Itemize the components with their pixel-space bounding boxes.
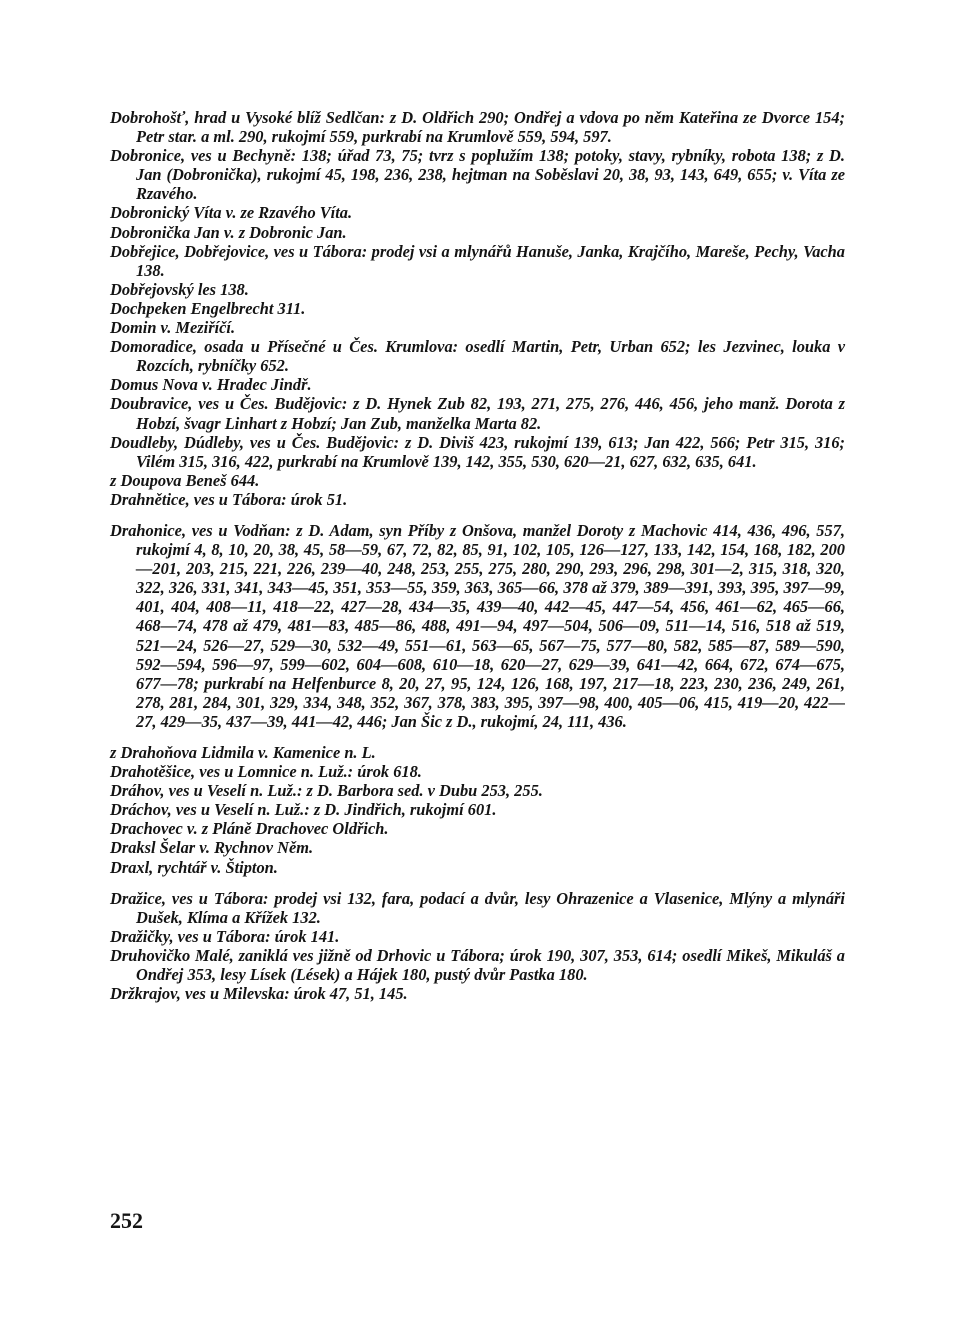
index-entry xyxy=(110,762,845,781)
entry-text: 138. xyxy=(216,279,249,299)
entry-text: , ves u Čes. Budějovic: z D. Hynek Zub 82, 193, 271, 275, 276, 446, 456, jeho manž. Dorota z Hobzí, švagr Linhart z Hobzí; Jan Zub, manželka Marta 82. xyxy=(136,394,845,433)
entry-text: , ves u Vodňan: z D. Adam, syn Příby z Onšova, manžel Doroty z Machovic 414, 436, 496, 557, rukojmí 4, 8, 10, 20, 38, 45, 58—59, 67, 72, 82, 85, 91, 102, 105, 126—127, 133, 142, 154, 168, 182, 200—201, 203, 215, 221, 226, 239—40, 248, 253, 255, 275, 280, 290, 293, 296, 298, 301—2, 315, 318, 320, 322, 326, 331, 341, 343—45, 351, 353—55, 359, 363, 365—66, 378 až 379, 389—391, 393, 395, 397—99, 401, 404, 408—11, 418—22, 427—28, 434—35, 439—40, 442—45, 447—54, 456, 461—62, 465—66, 468—74, 478 až 479, 481—83, 485—86, 488, 491—94, 497—504, 506—09, 511—14, 516, 518 až 519, 521—24, 526—27, 529—30, 532—49, 551—61, 563—65, 567—75, 577—80, 582, 585—87, 589—590, 592—594, 596—97, 599—602, 604—608, 610—18, 620—27, 629—39, 641—42, 664, 672, 674—675, 677—78; purkrabí na Helfenburce 8, 20, 27, 95, 124, 126, 168, 197, 217—18, 223, 230, 236, 249, 261, 278, 281, 284, 301, 329, 334, 348, 352, 367, 378, 383, 395, 397—98, 400, 405—06, 415, 419—20, 422—27, 429—35, 437—39, 441—42, 446; Jan Šic z D., rukojmí, 24, 111, 436. xyxy=(136,520,845,731)
entry-text: v. Kamenice n. L. xyxy=(253,743,376,762)
index-entry xyxy=(110,203,845,222)
index-page xyxy=(110,108,845,1003)
index-entry xyxy=(110,299,845,318)
entry-text: , hrad u Vysoké blíž Sedlčan: z D. Oldřich 290; Ondřej a vdova po něm Kateřina ze Dvorce 154; Petr star. a ml. 290, rukojmí 559, purkrabí na Krumlově 559, 594, 597. xyxy=(136,108,845,147)
entry-headword: Dobřejovský les xyxy=(110,279,217,299)
entry-headword: Domoradice xyxy=(110,337,193,357)
entry-text: v. Hradec Jindř. xyxy=(197,375,312,395)
index-entry xyxy=(110,280,845,299)
index-entry xyxy=(110,927,845,946)
index-entry xyxy=(110,800,845,819)
entry-text: , rychtář v. Štipton. xyxy=(149,857,278,877)
index-entry xyxy=(110,337,845,375)
index-entry xyxy=(110,889,845,927)
entry-headword: Dráhov xyxy=(110,781,161,801)
index-entry xyxy=(110,223,845,242)
index-entry xyxy=(110,242,845,280)
index-entry xyxy=(110,146,845,203)
index-entry xyxy=(110,318,845,337)
entry-headword: Dobronička Jan xyxy=(110,222,220,242)
index-entry xyxy=(110,858,845,877)
entry-headword: Dobronický Víta xyxy=(110,203,222,223)
entry-text: , ves u Bechyně: 138; úřad 73, 75; tvrz s poplužím 138; potoky, stavy, rybníky, robota 138; z D. Jan (Dobronička), rukojmí 45, 198, 236, 238, hejtman na Soběslavi 20, 38, 93, 143, 649, 655; v. Víta ze Rzavého. xyxy=(136,146,845,204)
page-number: 252 xyxy=(110,1208,143,1233)
entry-text: 644. xyxy=(226,470,260,490)
entry-headword: z Drahoňova Lidmila xyxy=(110,743,254,762)
entry-text: , ves u Tábora: prodej vsi 132, fara, podací a dvůr, lesy Ohrazenice a Vlasenice, Mlýny a mlynáři Dušek, Klíma a Křížek 132. xyxy=(136,888,845,927)
entry-text: , ves u Čes. Budějovic: z D. Diviš 423, rukojmí 139, 613; Jan 422, 566; Petr 315, 316; Vilém 315, 316, 422, purkrabí na Krumlově 139, 142, 355, 530, 620—21, 627, 632, 635, 641. xyxy=(136,432,845,471)
index-entry xyxy=(110,984,845,1003)
entry-headword: Dražičky xyxy=(110,926,170,946)
entry-headword: Dobřejice, Dobřejovice xyxy=(110,241,266,261)
entry-text: , osada u Přísečné u Čes. Krumlova: osedlí Martin, Petr, Urban 652; les Jezvinec, louka v Rozcích, rybníčky 652. xyxy=(136,337,845,376)
index-entry xyxy=(110,946,845,984)
entry-headword: Drahnětice xyxy=(110,489,186,509)
entry-headword: Dochpeken Engelbrecht xyxy=(110,298,274,318)
entry-headword: Dražice xyxy=(110,888,162,908)
index-entry xyxy=(110,433,845,471)
index-entry xyxy=(110,521,845,731)
entry-text: v. ze Rzavého Víta. xyxy=(221,203,353,223)
entry-headword: Doubravice xyxy=(110,394,189,414)
index-entry xyxy=(110,108,845,146)
entry-headword: Drachovec xyxy=(110,819,183,839)
entry-headword: Draksl Šelar xyxy=(110,838,196,858)
entry-text: , ves u Veselí n. Luž.: z D. Barbora sed. v Dubu 253, 255. xyxy=(160,781,543,801)
entry-headword: Držkrajov xyxy=(110,984,177,1004)
entry-text: v. Rychnov Něm. xyxy=(195,838,314,858)
entry-headword: Drahotěšice xyxy=(110,762,192,782)
entry-headword: Druhovičko Malé xyxy=(110,945,230,965)
entry-headword: Domin xyxy=(110,318,157,338)
entry-text: , ves u Tábora: prodej vsi a mlynářů Hanuše, Janka, Krajčího, Mareše, Pechy, Vacha 138. xyxy=(136,241,845,280)
entry-headword: Dobrohošť xyxy=(110,108,186,127)
entry-text: , ves u Lomnice n. Luž.: úrok 618. xyxy=(191,762,422,782)
index-entry xyxy=(110,394,845,432)
entry-headword: Dráchov xyxy=(110,800,168,820)
entry-headword: Domus Nova xyxy=(110,375,198,395)
entry-headword: Drahonice xyxy=(110,520,182,540)
entry-headword: z Doupova Beneš xyxy=(110,470,227,490)
entry-text: v. z Dobronic Jan. xyxy=(219,222,347,242)
entry-text: v. z Pláně Drachovec Oldřich. xyxy=(182,819,389,839)
entry-headword: Doudleby, Dúdleby xyxy=(110,432,240,452)
index-entry xyxy=(110,743,845,762)
entry-headword: Dobronice xyxy=(110,146,182,166)
index-entry xyxy=(110,819,845,838)
entry-text: 311. xyxy=(273,298,306,318)
entry-text: , ves u Tábora: úrok 141. xyxy=(169,926,340,946)
index-entry xyxy=(110,490,845,509)
entry-text: , ves u Veselí n. Luž.: z D. Jindřich, rukojmí 601. xyxy=(167,800,497,820)
index-entry xyxy=(110,838,845,857)
index-entry xyxy=(110,375,845,394)
entry-text: , ves u Tábora: úrok 51. xyxy=(185,489,348,509)
index-entry xyxy=(110,471,845,490)
entry-text: v. Meziříčí. xyxy=(156,318,236,338)
index-entry xyxy=(110,781,845,800)
entry-text: , ves u Milevska: úrok 47, 51, 145. xyxy=(176,984,408,1004)
entry-text: , zaniklá ves jižně od Drhovic u Tábora; úrok 190, 307, 353, 614; osedlí Mikeš, Mikuláš a Ondřej 353, lesy Lísek (Lések) a Hájek 180, pustý dvůr Pastka 180. xyxy=(136,945,845,985)
entry-headword: Draxl xyxy=(110,857,150,877)
